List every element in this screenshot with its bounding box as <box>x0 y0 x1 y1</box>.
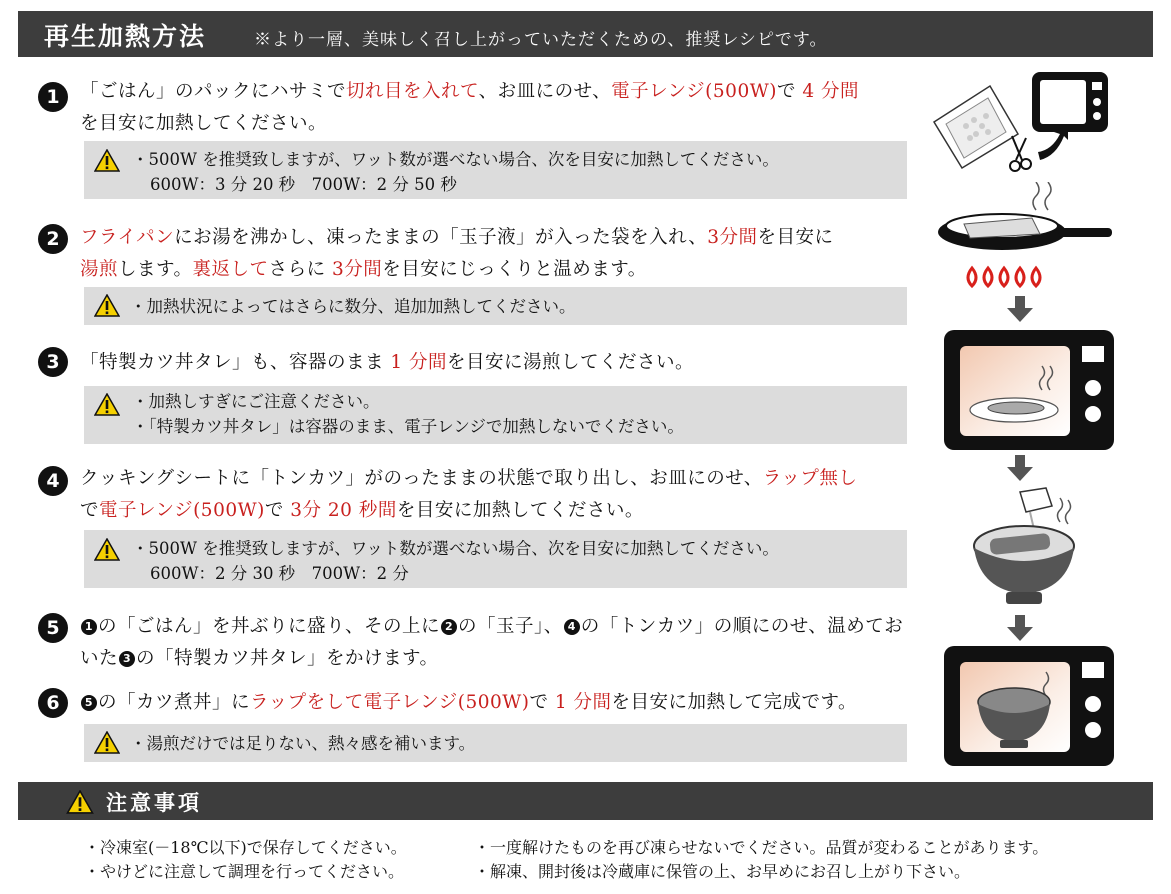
step-number-6: 6 <box>38 688 68 718</box>
microwave-bowl-illustration <box>944 646 1114 766</box>
warning-icon <box>94 149 120 172</box>
caution-header <box>18 782 1153 820</box>
bowl-icon <box>974 526 1074 604</box>
warning-icon <box>66 790 94 814</box>
step-ref-badge: 3 <box>119 651 135 667</box>
microwave-icon <box>1032 72 1108 132</box>
step-number-2: 2 <box>38 224 68 254</box>
method-header <box>18 11 1153 57</box>
rice-pack-icon <box>934 86 1018 168</box>
step-ref-badge: 2 <box>441 619 457 635</box>
caution-title: 注意事項 <box>106 790 202 815</box>
warning-icon <box>94 538 120 561</box>
step-6-note: ・湯煎だけでは足りない、熱々感を補います。 <box>84 724 907 762</box>
warning-icon <box>94 294 120 317</box>
caution-item: ・解凍、開封後は冷蔵庫に保管の上、お早めにお召し上がり下さい。 <box>474 862 971 881</box>
caution-item: ・冷凍室(－18℃以下)で保存してください。 <box>84 838 407 857</box>
frying-pan-illustration <box>936 182 1116 292</box>
down-arrow-icon <box>1007 615 1033 641</box>
caution-list-right <box>474 836 1048 884</box>
step-ref-badge: 5 <box>81 695 97 711</box>
step-2-text: フライパンにお湯を沸かし、凍ったままの「玉子液」が入った袋を入れ、3分間を目安に 湯煎します。裏返してさらに 3分間を目安にじっくりと温めます。 <box>80 227 834 280</box>
microwave-icon <box>944 330 1114 450</box>
step-6-text: 5 の「カツ煮丼」にラップをして電子レンジ(500W)で 1 分間を目安に加熱して完成です。 <box>80 687 900 719</box>
step-number-1: 1 <box>38 82 68 112</box>
warning-icon <box>94 393 120 416</box>
flame-icon <box>968 268 1040 286</box>
step-4-text: クッキングシートに「トンカツ」がのったままの状態で取り出し、お皿にのせ、ラップ無し で電子レンジ(500W)で 3分 20 秒間を目安に加熱してください。 <box>80 468 858 521</box>
step-number-3: 3 <box>38 347 68 377</box>
down-arrow-icon <box>1007 296 1033 322</box>
step-1-text: 「ごはん」のパックにハサミで切れ目を入れて、お皿にのせ、電子レンジ(500W)で 4 分間 を目安に加熱してください。 <box>80 81 859 134</box>
frying-pan-icon <box>938 214 1112 250</box>
step-ref-badge: 4 <box>564 619 580 635</box>
bowl-illustration <box>972 486 1082 608</box>
step-4-note: ・500W を推奨致しますが、ワット数が選べない場合、次を目安に加熱してください。 600W：2 分 30 秒 700W：2 分 <box>84 530 907 588</box>
down-arrow-icon <box>1007 455 1033 481</box>
steam-icon <box>1058 498 1071 524</box>
step-number-5: 5 <box>38 613 68 643</box>
step-3-text: 「特製カツ丼タレ」も、容器のまま 1 分間を目安に湯煎してください。 <box>80 352 695 373</box>
warning-icon <box>94 731 120 754</box>
caution-list-left <box>84 836 407 884</box>
step-number-4: 4 <box>38 466 68 496</box>
caution-item: ・やけどに注意して調理を行ってください。 <box>84 862 405 881</box>
method-title: 再生加熱方法 <box>44 22 207 51</box>
caution-item: ・一度解けたものを再び凍らせないでください。品質が変わることがあります。 <box>474 838 1049 857</box>
step-2-note: ・加熱状況によってはさらに数分、追加加熱してください。 <box>84 287 907 325</box>
rice-pack-microwave-illustration <box>926 64 1116 180</box>
microwave-sauce-illustration <box>944 330 1114 450</box>
step-5-text: 1 の「ごはん」を丼ぶりに盛り、その上に 2 の「玉子」、 4 の「トンカツ」の順にのせ、温めてお いた 3 の「特製カツ丼タレ」をかけます。 <box>80 616 904 669</box>
step-ref-badge: 1 <box>81 619 97 635</box>
steam-icon <box>1033 182 1051 210</box>
step-3-note: ・加熱しすぎにご注意ください。 ・「特製カツ丼タレ」は容器のまま、電子レンジで加熱しないでください。 <box>84 386 907 444</box>
scissors-icon <box>1010 136 1031 171</box>
step-1-note: ・500W を推奨致しますが、ワット数が選べない場合、次を目安に加熱してください。 600W：3 分 20 秒 700W：2 分 50 秒 <box>84 141 907 199</box>
method-subtitle: ※より一層、美味しく召し上がっていただくための、推奨レシピです。 <box>254 30 828 50</box>
sauce-pouch-icon <box>970 398 1058 422</box>
